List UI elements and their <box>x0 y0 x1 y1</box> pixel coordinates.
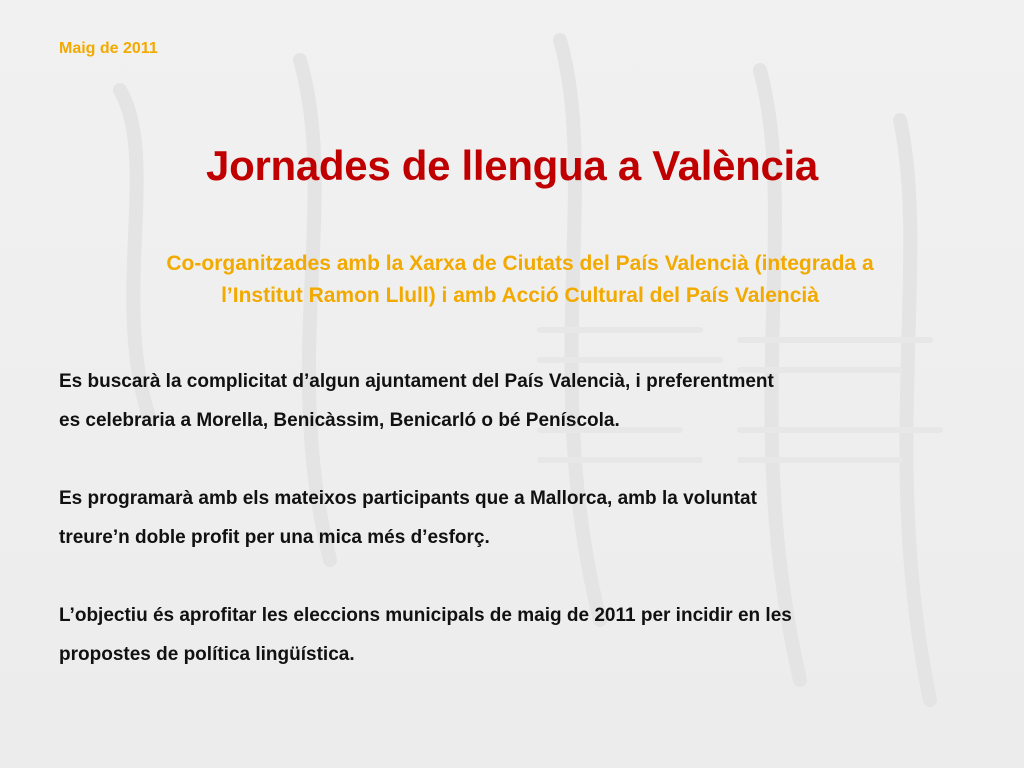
slide-title: Jornades de llengua a València <box>206 142 818 189</box>
paragraph-line: Es buscarà la complicitat d’algun ajuntament del País Valencià, i preferentment <box>59 371 774 392</box>
subtitle-line: l’Institut Ramon Llull) i amb Acció Cultural del País Valencià <box>221 284 819 307</box>
paragraph-participants <box>59 479 979 557</box>
paragraph-objective <box>59 596 979 674</box>
paragraph-line: Es programarà amb els mateixos participants que a Mallorca, amb la voluntat <box>59 488 757 509</box>
paragraph-line: es celebraria a Morella, Benicàssim, Benicarló o bé Peníscola. <box>59 410 620 431</box>
slide-date: Maig de 2011 <box>59 40 158 57</box>
paragraph-line: L’objectiu és aprofitar les eleccions municipals de maig de 2011 per incidir en les <box>59 605 792 626</box>
slide-subtitle <box>70 248 970 312</box>
paragraph-line: propostes de política lingüística. <box>59 644 355 665</box>
subtitle-line: Co-organitzades amb la Xarxa de Ciutats del País Valencià (integrada a <box>166 252 874 275</box>
paragraph-venue <box>59 362 979 440</box>
paragraph-line: treure’n doble profit per una mica més d’esforç. <box>59 527 490 548</box>
